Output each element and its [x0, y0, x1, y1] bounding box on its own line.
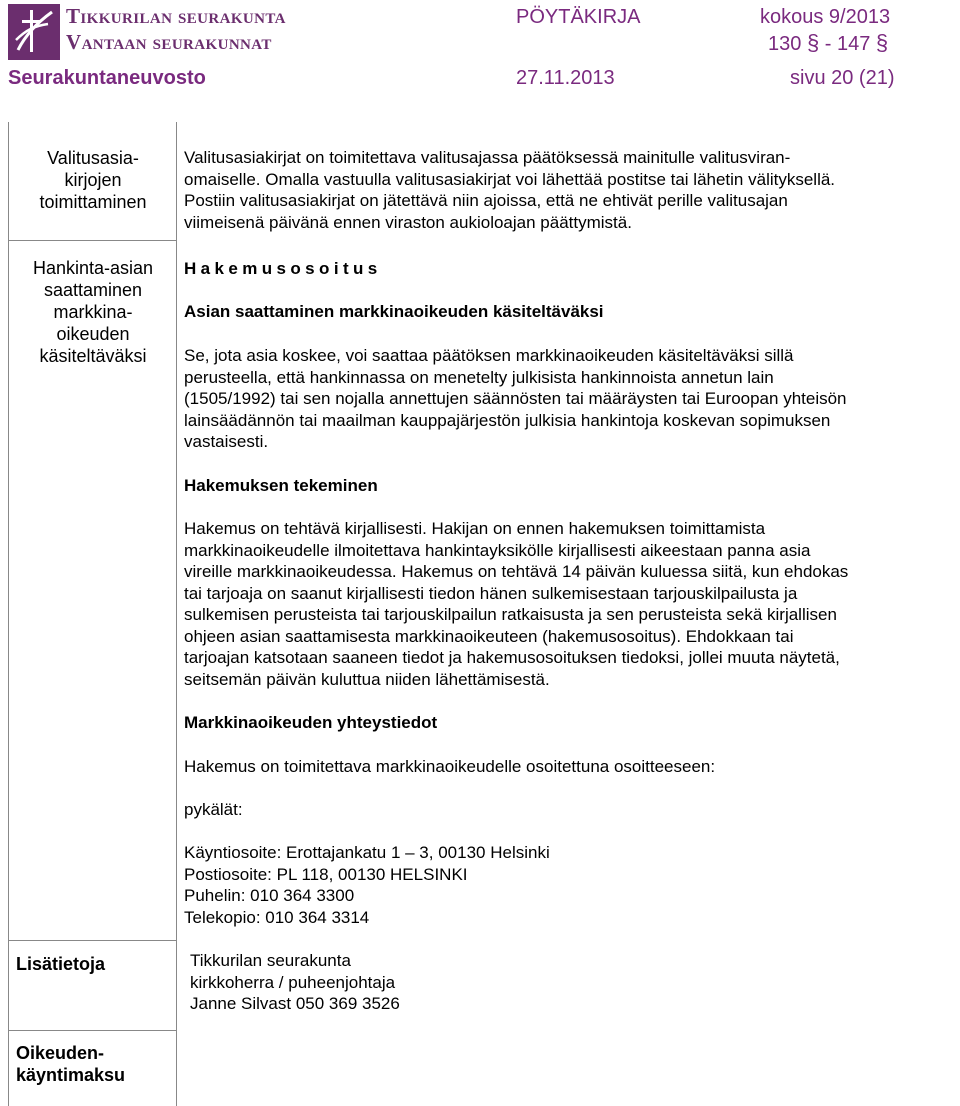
sidebar-label-delivery: Valitusasia- kirjojen toimittaminen	[39, 148, 147, 212]
info-contact-person: Janne Silvast 050 369 3526	[190, 994, 400, 1013]
address-intro: Hakemus on toimitettava markkinaoikeudelle osoitettuna osoitteeseen:	[184, 757, 716, 776]
sidebar-rule	[8, 1030, 176, 1031]
subheading-contact: Markkinaoikeuden yhteystiedot	[184, 713, 438, 732]
text-line: sulkemisen perusteista tai tarjouskilpailun ratkaisusta ja sen perusteista sekä kirjallisen	[184, 605, 837, 624]
page-number: sivu 20 (21)	[790, 67, 895, 89]
org-name-line1: Tikkurilan seurakunta	[66, 4, 286, 28]
subheading-application: Hakemuksen tekeminen	[184, 476, 378, 495]
text-line: vastaisesti.	[184, 432, 269, 451]
text-line: seitsemän päivän kuluttua niiden lähettämisestä.	[184, 669, 550, 689]
sidebar-label-court-fee: Oikeuden- käyntimaksu	[16, 1043, 126, 1085]
sidebar-rule	[8, 240, 176, 241]
section-sign-glyph: §	[806, 30, 820, 55]
text-line: viimeisenä päivänä ennen viraston aukioloajan päättymistä.	[184, 212, 632, 232]
sidebar-label-procurement: Hankinta-asian saattaminen markkina- oikeuden käsiteltäväksi	[32, 258, 154, 366]
org-name-line2: Vantaan seurakunnat	[66, 30, 272, 54]
text-line: perusteella, että hankinnassa on menetelty julkisista hankinnoista annetun lain	[184, 367, 774, 387]
text-line: Se, jota asia koskee, voi saattaa päätöksen markkinaoikeuden käsiteltäväksi sillä	[184, 346, 794, 365]
text-line: vireille markkinaoikeudessa. Hakemus on tehtävä 14 päivän kuluessa siitä, kun ehdokas	[184, 562, 849, 581]
text-line: Hakemus on tehtävä kirjallisesti. Hakijan on ennen hakemuksen toimittamista	[184, 519, 766, 538]
market-court-paragraph	[184, 345, 944, 453]
document-type: PÖYTÄKIRJA	[516, 6, 641, 28]
more-info-block	[190, 950, 950, 1015]
info-title: kirkkoherra / puheenjohtaja	[190, 972, 396, 992]
meeting-number: kokous 9/2013	[760, 6, 891, 28]
body-name: Seurakuntaneuvosto	[8, 67, 206, 89]
text-line: Valitusasiakirjat on toimitettava valitusajassa päätöksessä mainitulle valitusviran-	[184, 148, 791, 167]
contact-fax: Telekopio: 010 364 3314	[184, 907, 370, 927]
sections-label: pykälät:	[184, 800, 243, 819]
section-range	[768, 30, 888, 56]
section-sign-glyph: §	[875, 30, 889, 55]
contact-post-address: Postiosoite: PL 118, 00130 HELSINKI	[184, 864, 468, 884]
contact-phone: Puhelin: 010 364 3300	[184, 886, 355, 905]
church-cross-logo-icon	[8, 4, 60, 60]
subheading-market-court: Asian saattaminen markkinaoikeuden käsiteltäväksi	[184, 302, 604, 321]
text-line: omaiselle. Omalla vastuulla valitusasiakirjat voi lähettää postitse tai lähetin välityksellä.	[184, 169, 836, 189]
instructions-title: Hakemusosoitus	[184, 259, 382, 278]
sidebar-rule	[8, 940, 176, 941]
text-line: tai tarjoaja on saanut kirjallisesti tiedon hänen sulkemisestaan tarjouskilpailusta ja	[184, 583, 798, 603]
text-line: ohjeen asian saattamisesta markkinaoikeuteen (hakemusosoitus). Ehdokkaan tai	[184, 626, 794, 646]
left-border	[8, 122, 9, 1106]
delivery-paragraph	[184, 147, 944, 233]
section-range-text: 130 § - 147 §	[768, 30, 889, 55]
text-line: (1505/1992) tai sen nojalla annettujen säännösten tai määräysten tai Euroopan yhteisön	[184, 389, 847, 408]
meeting-date: 27.11.2013	[516, 67, 615, 89]
text-line: tarjoajan katsotaan saaneen tiedot ja hakemusosoituksen tiedoksi, jollei muuta näytetä,	[184, 648, 840, 667]
contact-visit-address: Käyntiosoite: Erottajankatu 1 – 3, 00130 Helsinki	[184, 843, 550, 862]
info-organization: Tikkurilan seurakunta	[190, 951, 351, 970]
text-line: Postiin valitusasiakirjat on jätettävä niin ajoissa, että ne ehtivät perille valitusajan	[184, 191, 788, 210]
sidebar-label-more-info: Lisätietoja	[16, 954, 106, 974]
application-paragraph	[184, 518, 944, 690]
text-line: markkinaoikeudelle ilmoitettava hankintayksikölle kirjallisesti aikeestaan panna asia	[184, 540, 811, 560]
contact-block	[184, 842, 944, 928]
text-line: lainsäädännön tai maailman kauppajärjestön julkisia hankintoja koskevan sopimuksen	[184, 410, 831, 430]
